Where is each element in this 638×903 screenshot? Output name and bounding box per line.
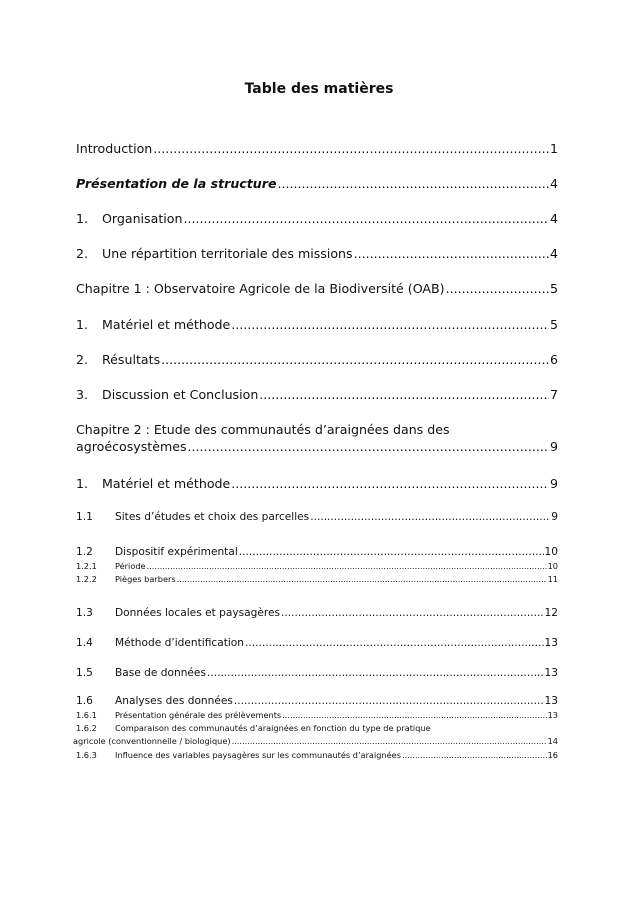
toc-entry-number: 1.4 [76, 637, 93, 649]
toc-entry-line2 [76, 438, 558, 455]
dot-leader [231, 316, 549, 333]
dot-leader [278, 175, 549, 192]
toc-entry-number: 1.6 [76, 695, 93, 707]
toc-page-number: 9 [549, 439, 558, 454]
toc-entry-1-6-2[interactable] [73, 723, 558, 746]
dot-leader [282, 710, 546, 721]
dot-leader [147, 561, 547, 572]
toc-page-number: 14 [547, 736, 558, 746]
toc-entry-text: Discussion et Conclusion [102, 387, 259, 402]
toc-entry-chapitre-2[interactable] [76, 421, 558, 455]
toc-entry-1-6-1[interactable] [76, 710, 558, 721]
toc-page-number: 4 [549, 176, 558, 191]
dot-leader [245, 636, 544, 650]
toc-entry-number: 1.6.2 [76, 723, 97, 733]
toc-entry-number: 1. [76, 317, 89, 332]
toc-entry-number: 3. [76, 387, 89, 402]
toc-entry-text: agricole (conventionnelle / biologique) [73, 736, 231, 746]
toc-page-number: 4 [549, 211, 558, 226]
toc-entry-text: Période [115, 561, 146, 571]
toc-entry-1-6[interactable] [76, 694, 558, 708]
toc-entry-introduction[interactable] [76, 140, 558, 157]
toc-entry-number: 1.2.2 [76, 574, 97, 584]
toc-entry-1-2-1[interactable] [76, 561, 558, 572]
toc-entry-number: 1.6.1 [76, 710, 97, 720]
toc-entry-1-6-3[interactable] [76, 750, 558, 761]
toc-entry-text: Résultats [102, 352, 161, 367]
toc-entry-number: 2. [76, 352, 89, 367]
dot-leader [446, 280, 549, 297]
toc-entry-chapitre-1[interactable] [76, 280, 558, 297]
dot-leader [259, 386, 549, 403]
toc-entry-presentation[interactable] [76, 175, 558, 192]
toc-entry-text: Base de données [115, 667, 206, 679]
toc-page-number: 13 [544, 695, 558, 707]
toc-page-number: 13 [544, 637, 558, 649]
toc-entry-text: Sites d’études et choix des parcelles [115, 511, 310, 523]
toc-entry-organisation[interactable] [76, 210, 558, 227]
toc-entry-1-4[interactable] [76, 636, 558, 650]
toc-page-number: 11 [547, 574, 558, 584]
dot-leader [281, 606, 544, 620]
toc-entry-text: Méthode d’identification [115, 637, 244, 649]
toc-entry-text: Une répartition territoriale des missions [102, 246, 353, 261]
toc-entry-number: 1.6.3 [76, 750, 97, 760]
toc-entry-text: Introduction [76, 141, 153, 156]
toc-entry-line2 [73, 736, 558, 747]
toc-page-number: 4 [549, 246, 558, 261]
dot-leader [354, 245, 549, 262]
toc-page-number: 13 [547, 710, 558, 720]
toc-entry-text: Influence des variables paysagères sur les communautés d’araignées [115, 750, 401, 760]
page-title: Table des matières [244, 81, 394, 97]
dot-leader [402, 750, 547, 761]
toc-entry-text: Chapitre 1 : Observatoire Agricole de la Biodiversité (OAB) [76, 281, 445, 296]
toc-entry-number: 1.2.1 [76, 561, 97, 571]
dot-leader [231, 475, 549, 492]
toc-entry-number: 2. [76, 246, 89, 261]
toc-page-number: 16 [547, 750, 558, 760]
toc-entry-number: 1. [76, 476, 89, 491]
toc-entry-text: Données locales et paysagères [115, 607, 281, 619]
toc-page-number: 7 [549, 387, 558, 402]
toc-page-number: 12 [544, 607, 558, 619]
toc-entry-number: 1.3 [76, 607, 93, 619]
dot-leader [161, 351, 549, 368]
toc-entry-text-line1: Chapitre 2 : Etude des communautés d’araignées dans des [76, 422, 450, 437]
toc-entry-text: Présentation de la structure [76, 176, 277, 191]
toc-entry-1-5[interactable] [76, 666, 558, 680]
dot-leader [183, 210, 549, 227]
toc-entry-1-3[interactable] [76, 606, 558, 620]
dot-leader [207, 666, 544, 680]
toc-entry-text: Organisation [102, 211, 183, 226]
toc-entry-text-line1 [76, 723, 558, 734]
toc-page-number: 9 [551, 511, 558, 523]
dot-leader [188, 438, 549, 455]
toc-entry-text: Comparaison des communautés d’araignées en fonction du type de pratique [115, 723, 431, 733]
dot-leader [239, 545, 544, 559]
toc-page-number: 9 [549, 476, 558, 491]
toc-entry-text: Présentation générale des prélèvements [115, 710, 282, 720]
toc-entry-number: 1.5 [76, 667, 93, 679]
toc-page-number: 5 [549, 281, 558, 296]
toc-entry-number: 1. [76, 211, 89, 226]
toc-entry-text: Analyses des données [115, 695, 233, 707]
toc-entry-repartition[interactable] [76, 245, 558, 262]
dot-leader [310, 510, 550, 524]
toc-entry-materiel-1[interactable] [76, 316, 558, 333]
dot-leader [232, 736, 547, 747]
toc-entry-text: Matériel et méthode [102, 317, 231, 332]
dot-leader [177, 574, 547, 585]
toc-entry-text: Matériel et méthode [102, 476, 231, 491]
toc-page-number: 10 [547, 561, 558, 571]
toc-page-number: 5 [549, 317, 558, 332]
toc-entry-number: 1.2 [76, 546, 93, 558]
toc-entry-text: Dispositif expérimental [115, 546, 238, 558]
toc-entry-1-2-2[interactable] [76, 574, 558, 585]
toc-entry-1-1[interactable] [76, 510, 558, 524]
dot-leader [153, 140, 549, 157]
dot-leader [234, 694, 544, 708]
toc-entry-discussion[interactable] [76, 386, 558, 403]
toc-entry-number: 1.1 [76, 511, 93, 523]
toc-page-number: 13 [544, 667, 558, 679]
toc-page-number: 10 [544, 546, 558, 558]
toc-entry-text: Pièges barbers [115, 574, 176, 584]
toc-page-number: 1 [549, 141, 558, 156]
toc-entry-text: agroécosystèmes [76, 439, 187, 454]
toc-page-number: 6 [549, 352, 558, 367]
toc-entry-1-2[interactable] [76, 545, 558, 559]
toc-entry-resultats[interactable] [76, 351, 558, 368]
toc-entry-materiel-2[interactable] [76, 475, 558, 492]
